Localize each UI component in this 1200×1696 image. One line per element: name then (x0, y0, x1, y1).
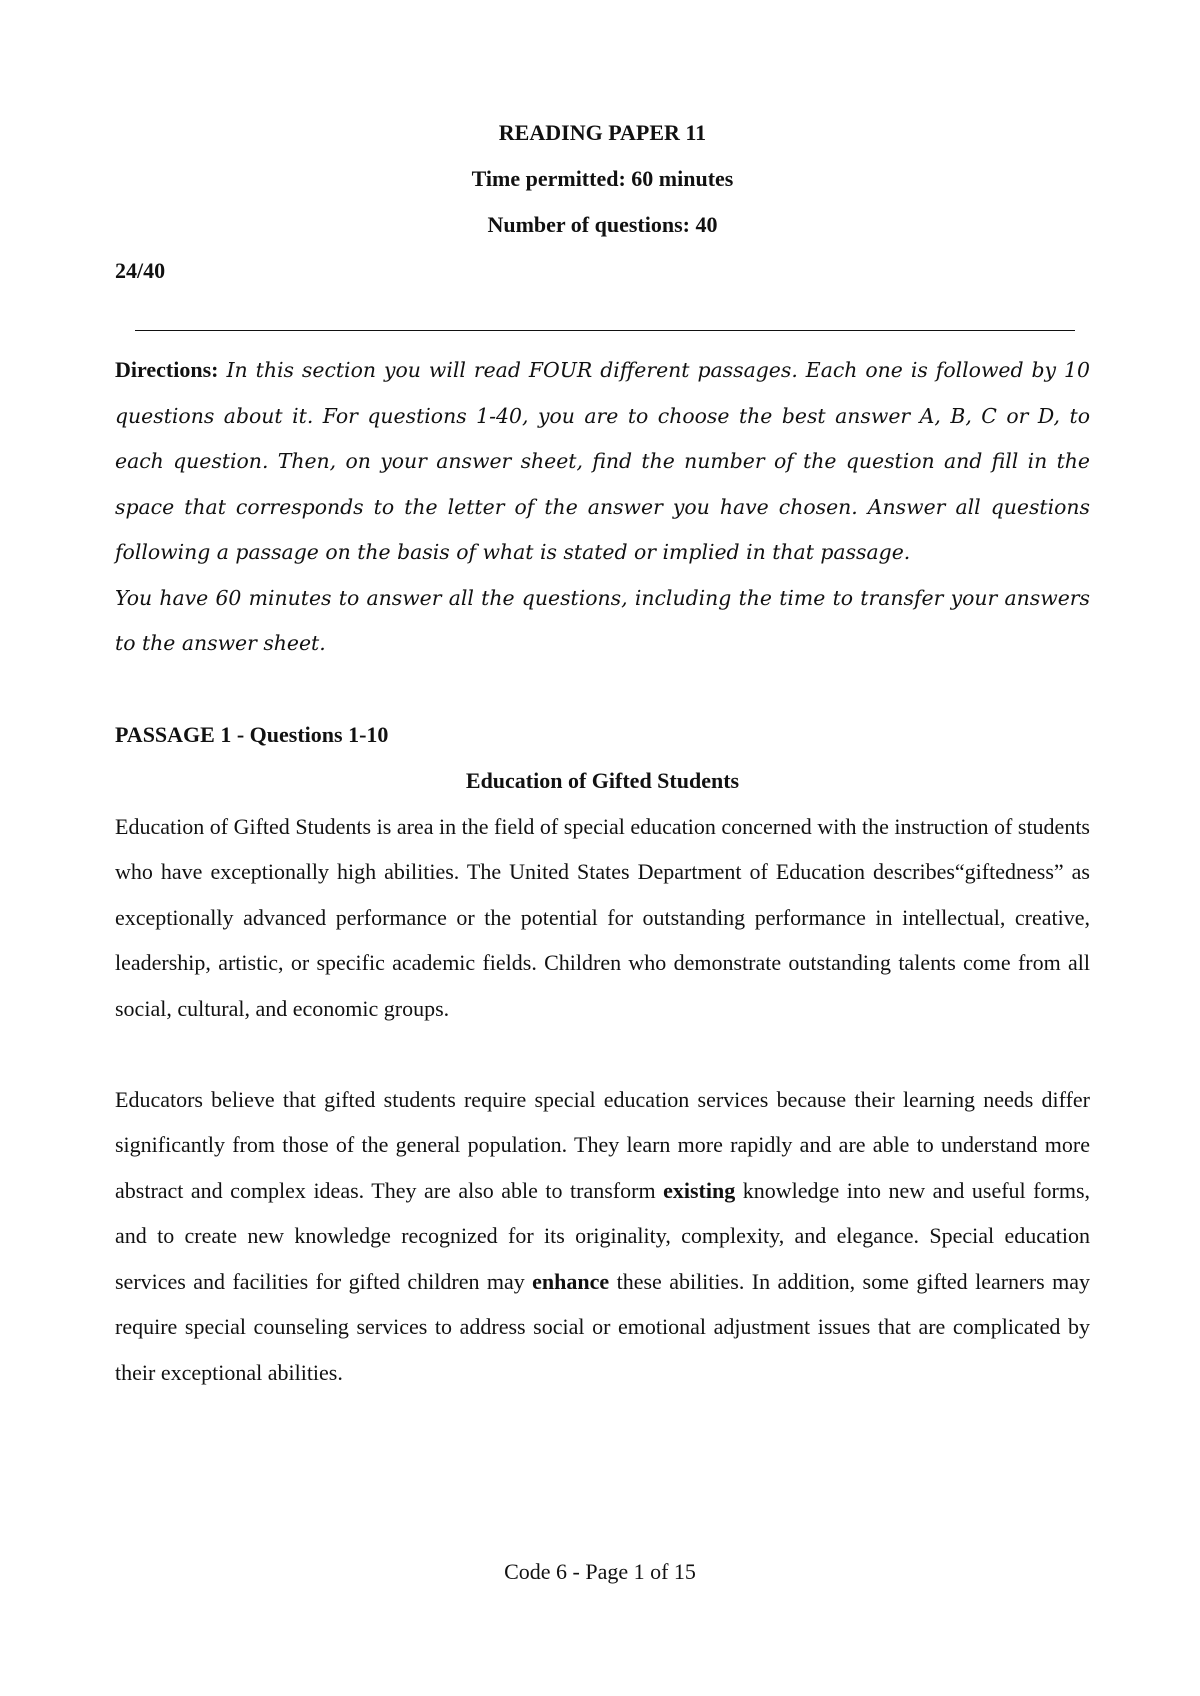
directions-time-note: You have 60 minutes to answer all the questions, including the time to transfer your answers to the answer sheet. (115, 585, 1090, 655)
paragraph-2-text-2: knowledge into new and useful forms, and to create new knowledge recognized for its originality, complexity, and elegance. Special education services and facilities for gifted children may (115, 1177, 1090, 1294)
passage-label: PASSAGE 1 - Questions 1-10 (115, 721, 389, 747)
paragraph-2-text-3: these abilities. In addition, some gifted learners may require special counseling services to address social or emotional adjustment issues that are complicated by their exceptional abilities. (115, 1268, 1090, 1385)
time-permitted: Time permitted: 60 minutes (471, 166, 734, 191)
directions-block (115, 347, 1090, 667)
paragraph-2-text-1: Educators believe that gifted students require special education services because their learning needs differ significantly from those of the general population. They learn more rapidly and are able to understand more abstract and complex ideas. They are also able to transform (115, 1086, 1090, 1203)
score-mark: 24/40 (115, 258, 166, 283)
divider-line (135, 330, 1075, 331)
page-footer: Code 6 - Page 1 of 15 (504, 1559, 696, 1584)
vocab-word-existing: existing (663, 1177, 736, 1203)
passage-paragraph-2 (115, 1077, 1090, 1396)
number-of-questions: Number of questions: 40 (487, 212, 718, 237)
page-content (115, 110, 1090, 1395)
paper-title: READING PAPER 11 (498, 120, 707, 145)
directions-label: Directions: (115, 357, 219, 382)
directions-text: In this section you will read FOUR different passages. Each one is followed by 10 questions about it. For questions 1-40, you are to choose the best answer A, B, C or D, to each question. Then, on your answer sheet, find the number of the question and fill in the space that corresponds to the letter of the answer you have chosen. Answer all questions following a passage on the basis of what is stated or implied in that passage. (115, 358, 1090, 564)
passage-paragraph-1: Education of Gifted Students is area in the field of special education concerned with the instruction of students who have exceptionally high abilities. The United States Department of Education describes“giftedness” as exceptionally advanced performance or the potential for outstanding performance in intellectual, creative, leadership, artistic, or specific academic fields. Children who demonstrate outstanding talents come from all social, cultural, and economic groups. (115, 813, 1090, 1021)
vocab-word-enhance: enhance (532, 1268, 610, 1294)
passage-title: Education of Gifted Students (465, 767, 740, 793)
